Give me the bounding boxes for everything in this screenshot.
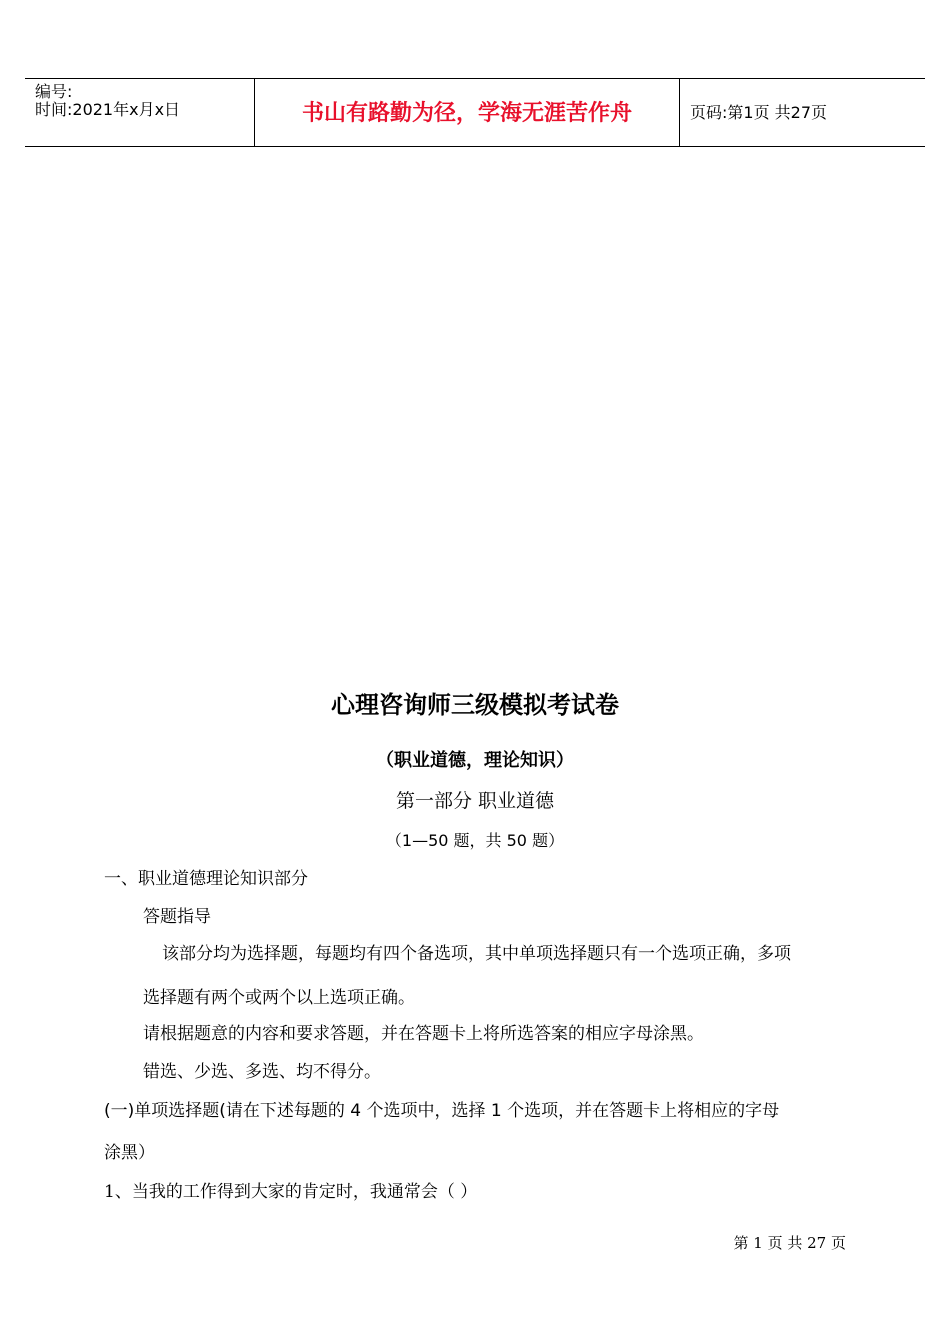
page-header: [25, 78, 925, 147]
document-time-label: 时间:2021年x月x日: [35, 100, 181, 119]
part-heading: 第一部分 职业道德: [395, 790, 555, 812]
document-subtitle: （职业道德，理论知识）: [376, 750, 574, 771]
single-choice-heading-line-1: (一)单项选择题(请在下述每题的 4 个选项中，选择 1 个选项，并在答题卡上将相应的字母: [104, 1101, 780, 1121]
instruction-answer-rule: 请根据题意的内容和要求答题，并在答题卡上将所选答案的相应字母涂黑。: [143, 1024, 704, 1044]
instruction-paragraph-line-2: 选择题有两个或两个以上选项正确。: [143, 988, 415, 1008]
header-left-cell: [25, 79, 254, 146]
header-page-info: 页码:第1页 共27页: [690, 103, 828, 122]
document-number-label: 编号:: [35, 82, 73, 101]
section-heading: 一、职业道德理论知识部分: [104, 869, 308, 889]
header-motto: 书山有路勤为径，学海无涯苦作舟: [301, 100, 632, 126]
header-motto-cell: [254, 79, 680, 146]
page-footer: 第 1 页 共 27 页: [733, 1234, 846, 1252]
single-choice-heading-line-2: 涂黑）: [104, 1143, 155, 1163]
header-right-cell: [680, 79, 925, 146]
instruction-paragraph-line-1: 该部分均为选择题，每题均有四个备选项，其中单项选择题只有一个选项正确，多项: [162, 944, 791, 964]
instruction-heading: 答题指导: [143, 907, 211, 927]
document-title: 心理咨询师三级模拟考试卷: [331, 691, 619, 719]
question-range: （1—50 题，共 50 题）: [385, 831, 565, 850]
question-1: 1、当我的工作得到大家的肯定时，我通常会（ ）: [104, 1182, 478, 1202]
instruction-scoring-rule: 错选、少选、多选、均不得分。: [143, 1062, 381, 1082]
